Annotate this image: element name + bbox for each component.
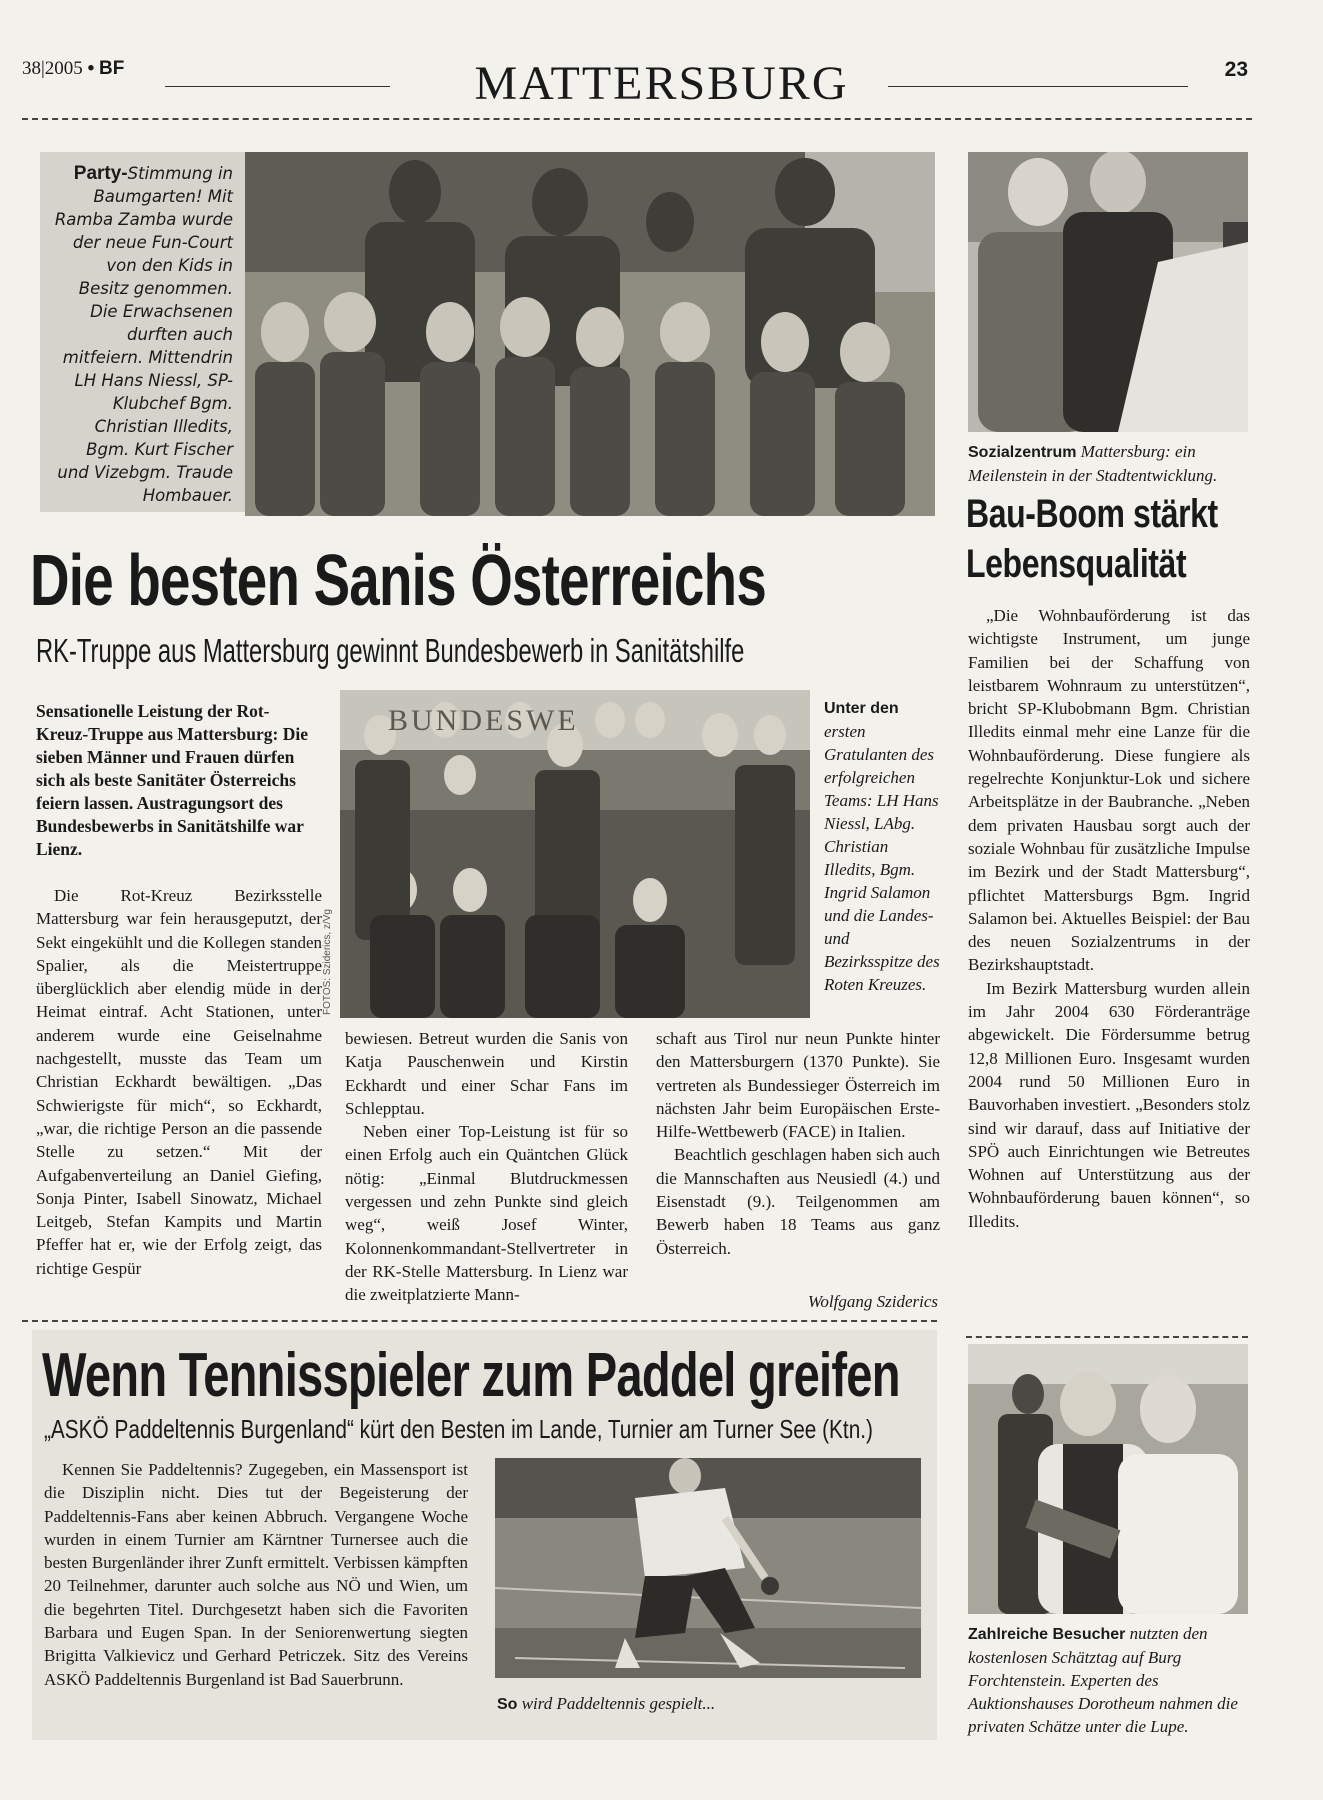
- bau-headline-line1: Bau-Boom stärkt: [966, 492, 1218, 536]
- party-photo: [245, 152, 935, 516]
- tennis-headline: Wenn Tennisspieler zum Paddel greifen: [42, 1341, 900, 1410]
- sanis-column-2: [345, 1027, 628, 1307]
- sanis-col1-paragraph: Die Rot-Kreuz Bezirksstelle Mattersburg war fein herausgeputzt, der Sekt eingekühlt und die Kollegen standen Spalier, als die Meistertruppe überglücklich aber elendig müde in der Heimat eintraf. Acht Stationen, unter anderem wurde eine Geiselnahme nachgestellt, musste das Team um Christian Eckhardt bewältigen. „Das Schwierigste für mich“, so Eckhardt, „war, die richtige Person an die passende Stelle zu setzen.“ Mit der Aufgabenverteilung an Daniel Giefing, Sonja Pinter, Isabell Sinowatz, Michael Leitgeb, Stefan Kampits und Martin Pfeffer hat er, wie der Erfolg zeigt, das richtige Gespür: [36, 886, 322, 1278]
- sanis-subhead: RK-Truppe aus Mattersburg gewinnt Bundesbewerb in Sanitätshilfe: [36, 632, 745, 669]
- sozialzentrum-photo: [968, 152, 1248, 432]
- rk-team-caption-lead: Unter den: [824, 700, 899, 717]
- photo-credit: FOTOS: Sziderics, z/Vg: [322, 909, 333, 1015]
- sanis-column-3: [656, 1027, 940, 1260]
- page-number: 23: [1224, 58, 1248, 81]
- sanis-lead: Sensationelle Leistung der Rot-Kreuz-Truppe aus Mattersburg: Die sieben Männer und Frauen dürfen sich als beste Sanitäter Österreichs feiern lassen. Austragungsort des Bundesbewerbs in Sanitätshilfe war Lienz.: [36, 701, 309, 859]
- besucher-caption-lead: Zahlreiche Besucher: [968, 1626, 1126, 1643]
- tennis-paragraph: Kennen Sie Paddeltennis? Zugegeben, ein Massensport ist die Disziplin nicht. Dies tut der Begeisterung der Paddeltennis-Fans aber keinen Abbruch. Vergangene Woche wurden in einem Turnier am Kärntner Turnersee auch die besten Burgenländer ihrer Zunft ermittelt. Verbissen kämpften 20 Teilnehmer, darunter auch solche aus NÖ und Wien, um die begehrten Titel. Durchgesetzt haben sich die Favoriten Barbara und Eugen Span. In der Seniorenwertung siegten Brigitta Valkievicz und Gerhard Petriczek. Sitz des Vereins ASKÖ Paddeltennis Burgenland ist Bad Sauerbrunn.: [44, 1460, 468, 1689]
- sanis-col3-paragraph-2: Beachtlich geschlagen haben sich auch die Mannschaften aus Neusiedl (4.) und Eisenstadt (9.). Teilgenommen am Bewerb haben 18 Teams aus ganz Österreich.: [656, 1145, 940, 1258]
- header-bullet: •: [87, 58, 95, 79]
- sanis-col2-paragraph-1: bewiesen. Betreut wurden die Sanis von Katja Pauschenwein und Kirstin Eckhardt und einer Schar Fans im Schlepptau.: [345, 1029, 628, 1118]
- header-rule-right: [888, 86, 1188, 87]
- sanis-headline: Die besten Sanis Österreichs: [30, 541, 767, 621]
- rk-team-photo: [340, 690, 810, 1018]
- paper-name: BF: [98, 58, 125, 79]
- party-caption-box: [40, 152, 245, 512]
- sozialzentrum-caption: [968, 440, 1248, 487]
- tennis-subhead: „ASKÖ Paddeltennis Burgenland“ kürt den Besten im Lande, Turnier am Turner See (Ktn.): [44, 1414, 873, 1444]
- section-title: MATTERSBURG: [474, 57, 849, 110]
- besucher-photo: [968, 1344, 1248, 1614]
- sozialzentrum-caption-text: Mattersburg: ein Meilenstein in der Stadtentwicklung.: [968, 442, 1218, 485]
- paddeltennis-photo: [495, 1458, 921, 1678]
- paddeltennis-caption-text: wird Paddeltennis gespielt...: [521, 1694, 716, 1713]
- sanis-column-1: [36, 884, 322, 1280]
- photo-banner-text: BUNDESWE: [388, 704, 579, 737]
- tennis-body: [44, 1458, 468, 1691]
- sanis-col2-paragraph-2: Neben einer Top-Leistung ist für so einen Erfolg auch ein Quäntchen Glück nötig: „Einmal Blutdruckmessen vergessen und zehn Punkte sind gleich weg“, weiß Josef Winter, Kolonnenkommandant-Stellvertreter in der RK-Stelle Mattersburg. In Lienz war die zweitplatzierte Mann-: [345, 1122, 628, 1305]
- party-caption-text: Stimmung in Baumgarten! Mit Ramba Zamba wurde der neue Fun-Court von den Kids in Besitz genommen. Die Erwachsenen durften auch mitfeiern. Mittendrin LH Hans Niessl, SP-Klubchef Bgm. Christian Illedits, Bgm. Kurt Fischer und Vizebgm. Traude Hombauer.: [54, 164, 233, 505]
- section-divider: [22, 1320, 937, 1322]
- besucher-caption-text: nutzten den kostenlosen Schätztag auf Burg Forchtenstein. Experten des Auktionshauses Dorotheum nahmen die privaten Schätze unter die Lupe.: [968, 1624, 1238, 1736]
- bau-headline-line2: Lebensqualität: [966, 542, 1187, 586]
- bau-body: [968, 604, 1250, 1233]
- bau-paragraph-2: Im Bezirk Mattersburg wurden allein im Jahr 2004 630 Förderanträge abgewickelt. Die Fördersumme betrug 12,8 Millionen Euro. Insgesamt wurden 2004 rund 50 Millionen Euro in Bauvorhaben investiert. „Besonders stolz sind wir darauf, dass auf Initiative der SPÖ auch Einrichtungen wie Betreutes Wohnen auf Unterstützung aus der Wohnbauförderung bauen können“, so Illedits.: [968, 978, 1250, 1231]
- issue-number: 38|2005: [22, 58, 83, 79]
- sanis-col3-paragraph-1: schaft aus Tirol nur neun Punkte hinter den Mattersburgern (1370 Punkte). Sie vertreten als Bundessieger Österreich im nächsten Jahr beim Europäischen Erste-Hilfe-Wettbewerb (FACE) in Italien.: [656, 1029, 940, 1142]
- paddeltennis-caption: [497, 1692, 917, 1716]
- bau-paragraph-1: „Die Wohnbauförderung ist das wichtigste Instrument, um junge Familien bei der Schaffung von leistbarem Wohnraum zu unterstützen“, bricht SP-Klubobmann Bgm. Christian Illedits einmal mehr eine Lanze für die Wohnbauförderung. Diese fungiere als regelrechte Konjunktur-Lok und sichere Arbeitsplätze in der Baubranche. „Neben dem privaten Hausbau sorgt auch der soziale Wohnbau für zusätzliche Impulse im Bezirk und der Stadt Mattersburg“, pflichtet Mattersburgs Bgm. Ingrid Salamon bei. Aktuelles Beispiel: der Bau des neuen Sozialzentrums in der Bezirkshauptstadt.: [968, 606, 1250, 975]
- header-divider: [22, 118, 1252, 120]
- rk-team-caption: [824, 696, 942, 996]
- right-divider: [966, 1336, 1248, 1338]
- sanis-author: Wolfgang Sziderics: [807, 1292, 938, 1311]
- paddeltennis-caption-lead: So: [497, 1696, 518, 1713]
- party-caption-lead: Party-: [73, 163, 128, 184]
- besucher-caption: [968, 1622, 1250, 1738]
- rk-team-caption-text: ersten Gratulanten des erfolgreichen Teams: LH Hans Niessl, LAbg. Christian Illedits, Bgm. Ingrid Salamon und die Landes- und Bezirksspitze des Roten Kreuzes.: [824, 722, 940, 994]
- sozialzentrum-caption-lead: Sozialzentrum: [968, 444, 1077, 461]
